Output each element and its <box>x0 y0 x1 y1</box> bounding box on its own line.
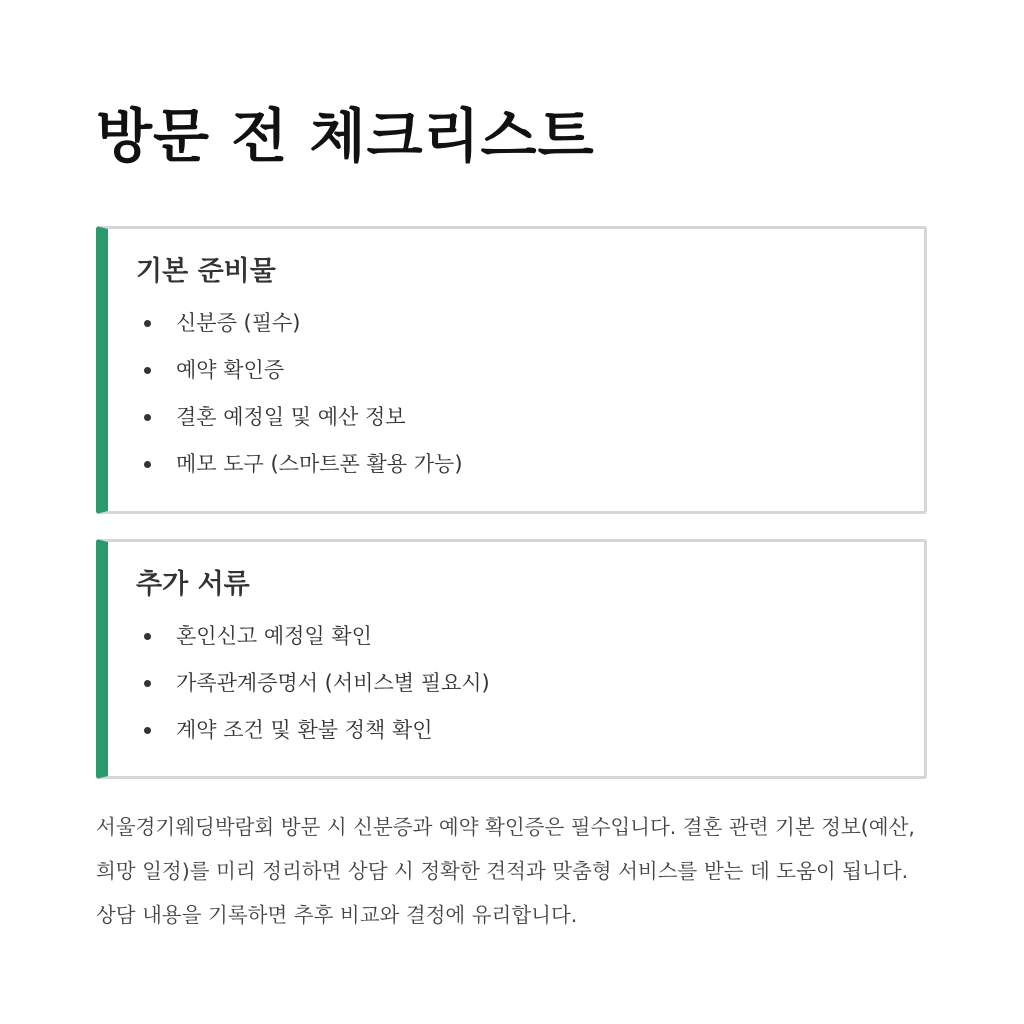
page-title: 방문 전 체크리스트 <box>96 102 595 170</box>
section-extra-documents <box>96 539 927 779</box>
bullet-icon <box>144 633 151 640</box>
bullet-icon <box>144 367 151 374</box>
bullet-icon <box>144 414 151 421</box>
checklist <box>136 620 894 747</box>
bullet-icon <box>144 320 151 327</box>
checklist-page <box>96 96 927 937</box>
bullet-icon <box>144 727 151 734</box>
section-title: 추가 서류 <box>136 569 250 600</box>
list-item-text: 가족관계증명서 (서비스별 필요시) <box>176 671 490 695</box>
list-item-text: 메모 도구 (스마트폰 활용 가능) <box>176 452 463 476</box>
list-item <box>136 448 894 481</box>
section-title: 기본 준비물 <box>136 256 276 287</box>
list-item-text: 신분증 (필수) <box>176 311 301 335</box>
list-item-text: 계약 조건 및 환불 정책 확인 <box>176 718 433 742</box>
bullet-icon <box>144 680 151 687</box>
bullet-icon <box>144 461 151 468</box>
list-item-text: 결혼 예정일 및 예산 정보 <box>176 405 406 429</box>
list-item <box>136 667 894 700</box>
summary-paragraph: 서울경기웨딩박람회 방문 시 신분증과 예약 확인증은 필수입니다. 결혼 관련 기본 정보(예산, 희망 일정)를 미리 정리하면 상담 시 정확한 견적과 맞춤형 서비스를 받는 데 도움이 됩니다. 상담 내용을 기록하면 추후 비교와 결정에 유리합니다. <box>96 815 915 927</box>
list-item-text: 혼인신고 예정일 확인 <box>176 624 372 648</box>
list-item <box>136 354 894 387</box>
list-item <box>136 307 894 340</box>
checklist <box>136 307 894 481</box>
section-basic-supplies <box>96 226 927 514</box>
list-item <box>136 714 894 747</box>
list-item-text: 예약 확인증 <box>176 358 285 382</box>
list-item <box>136 620 894 653</box>
list-item <box>136 401 894 434</box>
